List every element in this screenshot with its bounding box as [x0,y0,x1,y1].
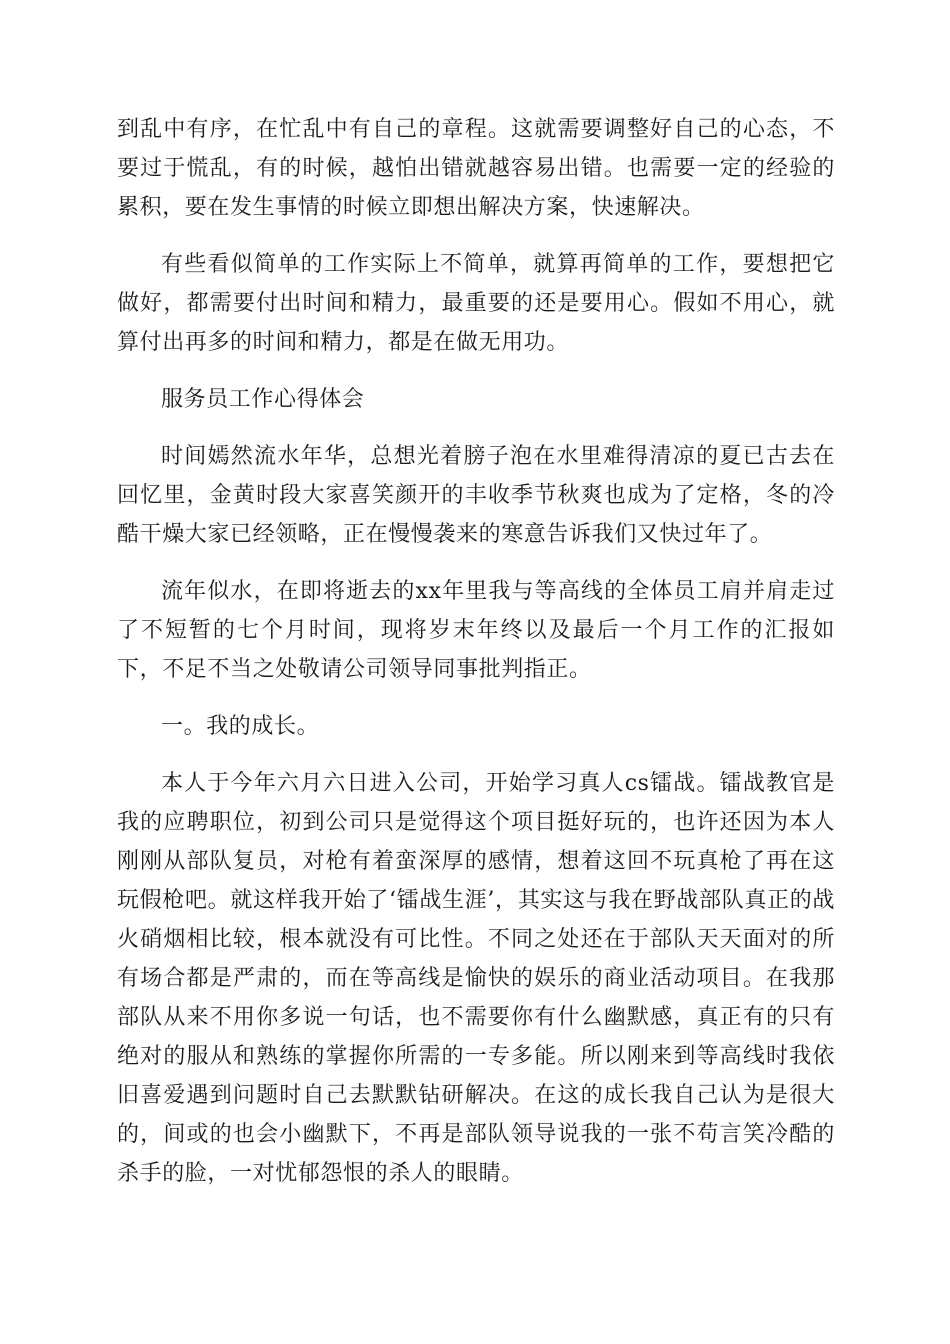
document-page [117,110,835,1211]
paragraph-simple-work: 有些看似简单的工作实际上不简单，就算再简单的工作，要想把它做好，都需要付出时间和精力，最重要的还是要用心。假如不用心，就算付出再多的时间和精力，都是在做无用功。 [117,252,835,355]
paragraph-continuation: 到乱中有序，在忙乱中有自己的章程。这就需要调整好自己的心态，不要过于慌乱，有的时候，越怕出错就越容易出错。也需要一定的经验的累积，要在发生事情的时候立即想出解决方案，快速解决。 [117,117,835,220]
paragraph-growth: 本人于今年六月六日进入公司，开始学习真人cs镭战。镭战教官是我的应聘职位，初到公司只是觉得这个项目挺好玩的，也许还因为本人刚刚从部队复员，对枪有着蛮深厚的感情，想着这回不玩真枪了再在这玩假枪吧。就这样我开始了‘镭战生涯’，其实这与我在野战部队真正的战火硝烟相比较，根本就没有可比性。不同之处还在于部队天天面对的所有场合都是严肃的，而在等高线是愉快的娱乐的商业活动项目。在我那部队从来不用你多说一句话，也不需要你有什么幽默感，真正有的只有绝对的服从和熟练的掌握你所需的一专多能。所以刚来到等高线时我依旧喜爱遇到问题时自己去默默钻研解决。在这的成长我自己认为是很大的，间或的也会小幽默下，不再是部队领导说我的一张不苟言笑冷酷的杀手的脸，一对忧郁怨恨的杀人的眼睛。 [117,771,835,1186]
section-title: 服务员工作心得体会 [161,387,365,412]
paragraph-report-intro: 流年似水，在即将逝去的xx年里我与等高线的全体员工肩并肩走过了不短暂的七个月时间，现将岁末年终以及最后一个月工作的汇报如下，不足不当之处敬请公司领导同事批判指正。 [117,579,835,682]
section-heading-growth: 一。我的成长。 [161,714,320,739]
paragraph-time: 时间嫣然流水年华，总想光着膀子泡在水里难得清凉的夏已古去在回忆里，金黄时段大家喜笑颜开的丰收季节秋爽也成为了定格，冬的冷酷干燥大家已经领略，正在慢慢袭来的寒意告诉我们又快过年了。 [117,444,835,547]
